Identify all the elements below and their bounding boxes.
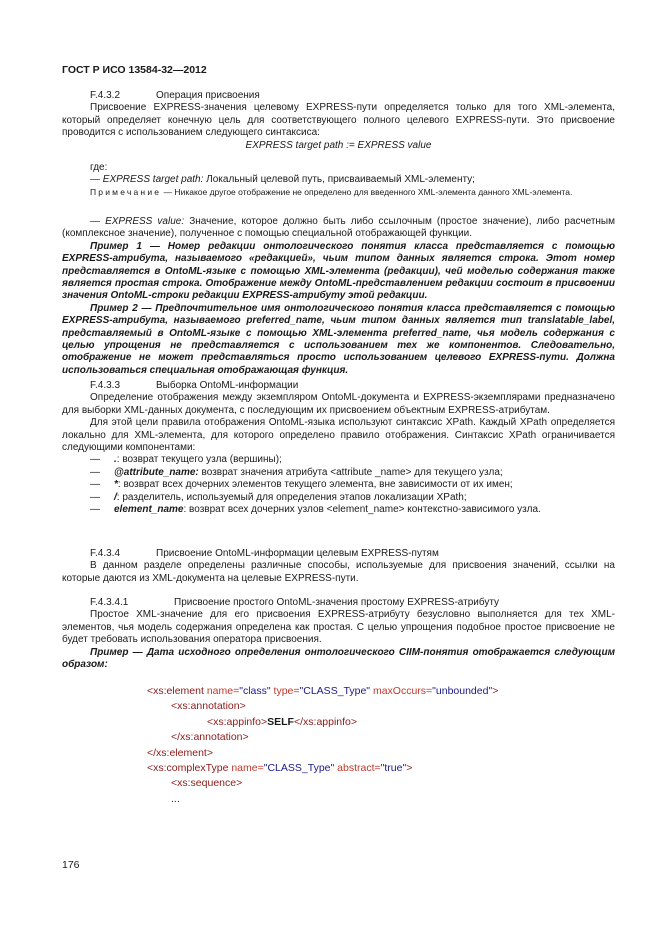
example-3: Пример — Дата исходного определения онтологического CIIM-понятия отображается следующим образом: xyxy=(62,646,615,671)
section-f4-3-3 xyxy=(62,380,615,516)
definition-target-path xyxy=(62,174,615,186)
list-desc: : разделитель, используемый для определения этапов локализации XPath; xyxy=(116,491,467,503)
list-item xyxy=(62,479,615,491)
where-block xyxy=(62,162,615,198)
section-heading xyxy=(62,597,615,609)
list-desc: : возврат всех дочерних элементов текущего элемента, вне зависимости от их имен; xyxy=(117,479,513,491)
list-term: / xyxy=(114,491,117,503)
list-desc: : возврат всех дочерних узлов <element_name> контекстно-зависимого узла. xyxy=(183,504,541,516)
code-line: </xs:element> xyxy=(147,746,213,759)
code-line: <xs:annotation> xyxy=(171,700,246,713)
code-line: ... xyxy=(171,792,180,805)
list-item xyxy=(62,454,615,466)
value-definition-block xyxy=(62,216,615,377)
section-title: Выборка OntoML-информации xyxy=(156,380,299,391)
paragraph: Для этой цели правила отображения OntoML-языка используют синтаксис XPath. Каждый XPath определяется локально для XML-элемента, для которого определено правило отображения. Синтаксис XPath ограничивается следующими компонентами: xyxy=(62,417,615,454)
list-dash: — xyxy=(90,454,100,466)
definition-value xyxy=(62,216,615,241)
list-item xyxy=(62,504,615,516)
example-2: Пример 2 — Предпочтительное имя онтологического понятия класса представляется с помощью EXPRESS-атрибута, называемого preferred_name, чьим типом данных является тип translatable_label, представляемый в OntoML-языке с помощью XML-элемента preferred_name, чья модель содержания с целью упрощения не представляется с использованием тех же компонентов. Следовательно, отображение не может представляться просто использованием целевого EXPRESS-пути. Должна использоваться специальная отображающая функция. xyxy=(62,302,615,376)
term: — EXPRESS target path: xyxy=(90,174,204,186)
section-heading xyxy=(62,90,615,102)
term: — EXPRESS value: xyxy=(90,216,185,227)
example-1: Пример 1 — Номер редакции онтологического понятия класса представляется с помощью EXPRESS-атрибута, называемого «редакцией», чьим типом данных является строка. Этот номер представляется в OntoML-языке с помощью XML-элемента (редакции), чей моделью содержания также является простая строка. Отображение между OntoML-представлением редакции состоит в присвоении значения OntoML-строки редакции EXPRESS-атрибуту этой редакции. xyxy=(62,240,615,302)
list-desc: : возврат текущего узла (вершины); xyxy=(116,454,282,466)
section-f4-3-2 xyxy=(62,90,615,152)
term-description: Значение, которое должно быть либо ссылочным (простое значение), либо расчетным (комплексное значение), полученное с помощью специальной отображающей функции. xyxy=(62,216,615,240)
code-line: </xs:annotation> xyxy=(171,731,249,744)
term-description: Локальный целевой путь, присваиваемый XML-элементу; xyxy=(203,174,475,186)
section-number: F.4.3.4.1 xyxy=(90,597,129,608)
list-desc: возврат значения атрибута <attribute _name> для текущего узла; xyxy=(198,466,503,478)
list-term: element_name xyxy=(114,504,184,516)
code-line: <xs:element name="class" type="CLASS_Type" maxOccurs="unbounded"> xyxy=(147,685,499,697)
code-line: <xs:complexType name="CLASS_Type" abstract="true"> xyxy=(147,762,413,775)
note-label: Примечание xyxy=(90,186,162,197)
note xyxy=(62,187,615,199)
list-term: * xyxy=(114,479,118,491)
syntax-line: EXPRESS target path := EXPRESS value xyxy=(245,139,432,151)
paragraph: Определение отображения между экземпляром OntoML-документа и EXPRESS-экземплярами предназначено для выборки XML-данных документа, с последующим их присвоением объектным EXPRESS-атрибутам. xyxy=(62,392,615,416)
section-f4-3-4-1 xyxy=(62,597,615,671)
list-dash: — xyxy=(90,479,100,491)
list-dash: — xyxy=(90,466,100,478)
paragraph: В данном разделе определены различные способы, используемые для присвоения значений, ссылки на которые даются из XML-документа на целевые EXPRESS-пути. xyxy=(62,560,615,584)
list-term: . xyxy=(114,454,117,466)
list-dash: — xyxy=(90,491,100,503)
paragraph: Простое XML-значение для его присвоения EXPRESS-атрибуту безусловно выполняется для тех XML-элементов, чья модель содержания определена как простая. С целью упрощения подобное простое присвоение не будет требовать использования оператора присвоения. xyxy=(62,609,615,646)
section-heading xyxy=(62,548,615,560)
where-label: где: xyxy=(90,162,108,173)
section-number: F.4.3.2 xyxy=(90,90,121,101)
section-heading xyxy=(62,380,615,392)
code-line: <xs:appinfo>SELF</xs:appinfo> xyxy=(207,715,358,728)
paragraph: Присвоение EXPRESS-значения целевому EXPRESS-пути определяется только для того XML-элемента, который определяет конечную цель для соответствующего полного целевого EXPRESS-пути. Это присвоение проводится с использованием следующего синтаксиса: xyxy=(62,102,615,139)
section-number: F.4.3.3 xyxy=(90,380,121,391)
section-f4-3-4 xyxy=(62,548,615,585)
section-title: Присвоение простого OntoML-значения простому EXPRESS-атрибуту xyxy=(174,597,500,608)
note-text: — Никакое другое отображение не определено для введенного XML-элемента данного XML-элемента. xyxy=(161,186,573,197)
code-line: <xs:sequence> xyxy=(171,777,243,790)
list-item xyxy=(62,467,615,479)
list-dash: — xyxy=(90,504,100,516)
section-number: F.4.3.4 xyxy=(90,548,121,559)
section-title: Присвоение OntoML-информации целевым EXPRESS-путям xyxy=(156,548,439,559)
section-title: Операция присвоения xyxy=(156,90,260,101)
xml-code-listing xyxy=(147,684,498,807)
list-item xyxy=(62,492,615,504)
list-term: @attribute_name: xyxy=(114,466,199,478)
document-header: ГОСТ Р ИСО 13584-32—2012 xyxy=(62,64,207,76)
page-number: 176 xyxy=(62,859,80,871)
